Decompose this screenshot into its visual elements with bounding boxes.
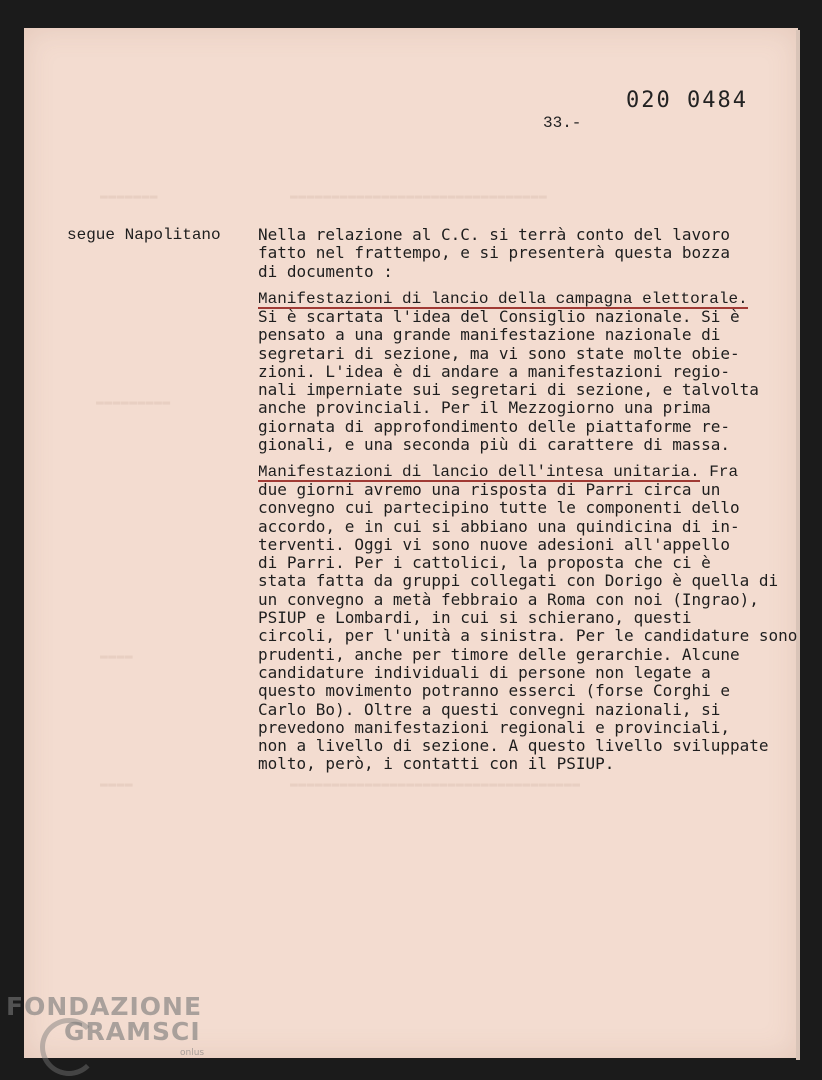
bleed-through-mark: ▬▬▬▬▬▬▬▬▬ xyxy=(96,394,171,409)
section-1-body: Si è scartata l'idea del Consiglio nazionale. Si è pensato a una grande manifestazione nazionale di segretari di sezione, ma vi sono state molte obie- zioni. L'idea è di andare a manifestazioni regio- nali imperniate sui segretari di sezione, e talvolta anche provinciali. Per il Mezzogiorno una prima giornata di approfondimento delle piattaforme re- gionali, e una seconda più di carattere di massa. xyxy=(258,307,759,455)
bleed-through-mark: ▬▬▬▬ xyxy=(100,776,134,791)
bleed-through-mark: ▬▬▬▬▬▬▬ xyxy=(100,188,159,203)
logo-g-mark xyxy=(40,1018,98,1076)
logo-line-2: GRAMSCI xyxy=(64,1017,201,1046)
logo-line-3: onlus xyxy=(180,1048,205,1058)
intro-paragraph: Nella relazione al C.C. si terrà conto del lavoro fatto nel frattempo, e si presenterà questa bozza di documento : xyxy=(258,225,731,281)
speaker-label: segue Napolitano xyxy=(67,226,221,244)
page-number: 33.- xyxy=(543,114,582,132)
section-2-heading-tail: Fra xyxy=(699,463,739,481)
section-2-heading: Manifestazioni di lancio dell'intesa unitaria. xyxy=(258,463,700,481)
bleed-through-mark: ▬▬▬▬ xyxy=(100,648,134,663)
section-1-heading: Manifestazioni di lancio della campagna elettorale. xyxy=(258,290,748,308)
section-2-body: due giorni avremo una risposta di Parri circa un convegno cui partecipino tutte le componenti dello accordo, e in cui si abbiano una quindicina di in- terventi. Oggi vi sono nuove adesioni all'appello di Parri. Per i cattolici, la proposta che ci è stata fatta da gruppi collegati con Dorigo è quella di un convegno a metà febbraio a Roma con noi (Ingrao), PSIUP e Lombardi, in cui si schierano, questi circoli, per l'unità a sinistra. Per le candidature sono prudenti, anche per timore delle gerarchie. Alcune candidature individuali di persone non legate a questo movimento potranno esserci (forse Corghi e Carlo Bo). Oltre a questi convegni nazionali, si prevedono manifestazioni regionali e provinciali, non a livello di sezione. A questo livello sviluppate molto, però, i contatti con il PSIUP. xyxy=(258,480,798,774)
document-number: 020 0484 xyxy=(626,88,748,113)
bleed-through-mark: ▬▬▬▬▬▬▬▬▬▬▬▬▬▬▬▬▬▬▬▬▬▬▬▬▬▬▬▬▬▬▬▬▬▬▬ xyxy=(290,776,581,791)
logo-line-1: FONDAZIONE xyxy=(6,992,203,1021)
fondazione-gramsci-logo xyxy=(6,992,205,1058)
bleed-through-mark: ▬▬▬▬▬▬▬▬▬▬▬▬▬▬▬▬▬▬▬▬▬▬▬▬▬▬▬▬▬▬▬ xyxy=(290,188,548,203)
